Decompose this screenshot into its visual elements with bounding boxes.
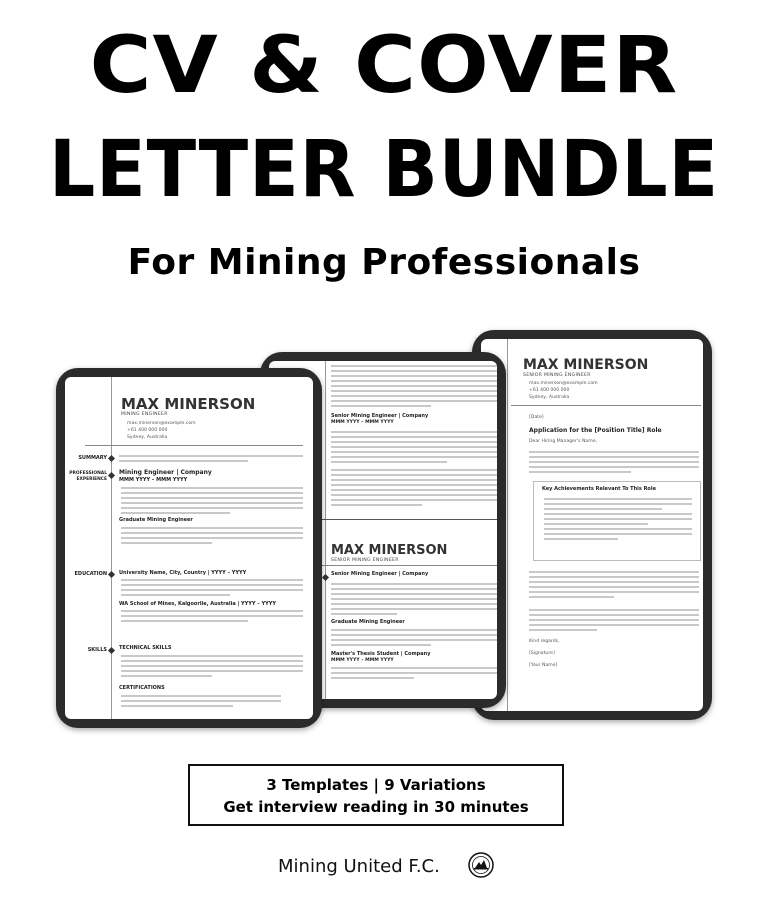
cover-role: SENIOR MINING ENGINEER bbox=[523, 373, 591, 378]
cv1-phone: +61 400 000 000 bbox=[127, 428, 168, 433]
cv2-grad-title: Graduate Mining Engineer bbox=[331, 619, 405, 625]
cv2-divider bbox=[299, 565, 497, 566]
tablet-cv-page-one bbox=[56, 368, 322, 728]
cover-signature: [Signature] bbox=[529, 651, 555, 656]
cv2-student-title: Master's Thesis Student | Company bbox=[331, 651, 431, 657]
headline-line-1: CV & COVER bbox=[89, 21, 679, 111]
headline-line-2: LETTER BUNDLE bbox=[48, 125, 720, 215]
cover-letter-page bbox=[481, 339, 703, 711]
cv1-grad-title: Graduate Mining Engineer bbox=[119, 517, 193, 523]
cv1-grad-bullets bbox=[121, 527, 303, 547]
cv2-job-dates: MMM YYYY – MMM YYYY bbox=[331, 420, 394, 425]
cv1-edu-title: University Name, City, Country | YYYY – YYYY bbox=[119, 570, 247, 576]
cv1-cert-title: CERTIFICATIONS bbox=[119, 685, 165, 691]
cv-page-one bbox=[65, 377, 313, 719]
cover-email: max.minerson@example.com bbox=[529, 381, 598, 386]
cover-paragraph-1 bbox=[529, 451, 699, 476]
cv1-experience-marker bbox=[108, 472, 115, 479]
cover-divider bbox=[511, 405, 701, 406]
cv2-bullets-top bbox=[331, 365, 497, 410]
cv2-job2-title: Senior Mining Engineer | Company bbox=[331, 571, 429, 577]
cv1-skills-title: TECHNICAL SKILLS bbox=[119, 645, 172, 651]
achievements-box bbox=[533, 481, 701, 561]
cv1-location: Sydney, Australia bbox=[127, 435, 168, 440]
cv1-name: MAX MINERSON bbox=[121, 395, 256, 413]
cv1-edu2-details bbox=[121, 610, 303, 625]
cv1-cert-list bbox=[121, 695, 281, 710]
brand-logo-icon bbox=[468, 852, 494, 878]
cv2-student-dates: MMM YYYY – MMM YYYY bbox=[331, 658, 394, 663]
cover-location: Sydney, Australia bbox=[529, 395, 570, 400]
achievements-list bbox=[544, 498, 692, 543]
cv1-edu2-title: WA School of Mines, Kalgoorlie, Australia | YYYY – YYYY bbox=[119, 601, 276, 607]
cv2-timeline-line bbox=[325, 361, 326, 699]
cv1-summary-marker bbox=[108, 455, 115, 462]
cv2-student-bullets bbox=[331, 667, 497, 682]
cv1-job-dates: MMM YYYY – MMM YYYY bbox=[119, 477, 188, 483]
cv1-job-title: Mining Engineer | Company bbox=[119, 469, 212, 476]
cv2-section-marker bbox=[322, 574, 329, 581]
cv1-section-summary: SUMMARY bbox=[78, 455, 107, 461]
achievements-title: Key Achievements Relevant To This Role bbox=[542, 486, 656, 492]
cv2-bullets-mid bbox=[331, 431, 497, 466]
cover-salutation: Dear Hiring Manager's Name, bbox=[529, 439, 597, 444]
cv1-section-skills: SKILLS bbox=[87, 647, 107, 653]
brand-name: Mining United F.C. bbox=[278, 856, 440, 877]
offer-line-2: Get interview reading in 30 minutes bbox=[223, 798, 529, 816]
offer-line-1: 3 Templates | 9 Variations bbox=[266, 776, 486, 794]
headline-subtitle: For Mining Professionals bbox=[127, 242, 641, 283]
cv1-email: max.minerson@example.com bbox=[127, 421, 196, 426]
cv1-edu-details bbox=[121, 579, 303, 599]
cv1-section-experience: PROFESSIONAL EXPERIENCE bbox=[69, 471, 107, 482]
cv2-name: MAX MINERSON bbox=[331, 543, 448, 558]
cv1-divider bbox=[85, 445, 303, 446]
cover-paragraph-2 bbox=[529, 571, 699, 601]
cover-phone: +61 400 000 000 bbox=[529, 388, 570, 393]
offer-box bbox=[188, 764, 564, 826]
cover-closing: Kind regards, bbox=[529, 639, 560, 644]
cv1-skills-marker bbox=[108, 647, 115, 654]
cv2-job2-bullets bbox=[331, 583, 497, 618]
cv1-role: MINING ENGINEER bbox=[121, 412, 168, 417]
cover-signoff-name: [Your Name] bbox=[529, 663, 558, 668]
cv1-section-education: EDUCATION bbox=[74, 571, 107, 577]
cv1-education-marker bbox=[108, 571, 115, 578]
tablet-cover-letter bbox=[472, 330, 712, 720]
cover-name: MAX MINERSON bbox=[523, 357, 649, 373]
cv2-grad-bullets bbox=[331, 629, 497, 649]
cover-letter-margin-line bbox=[507, 339, 508, 711]
cv1-skills-list bbox=[121, 655, 303, 680]
cv2-bullets-lower bbox=[331, 469, 497, 509]
cv2-job-title: Senior Mining Engineer | Company bbox=[331, 413, 429, 419]
cv1-job-bullets bbox=[121, 487, 303, 517]
cover-date: [Date] bbox=[529, 415, 544, 420]
cv1-summary-text bbox=[119, 455, 303, 465]
cover-paragraph-3 bbox=[529, 609, 699, 634]
cv1-timeline-line bbox=[111, 377, 112, 719]
cover-application-title: Application for the [Position Title] Role bbox=[529, 427, 662, 434]
cv2-role: SENIOR MINING ENGINEER bbox=[331, 558, 399, 563]
